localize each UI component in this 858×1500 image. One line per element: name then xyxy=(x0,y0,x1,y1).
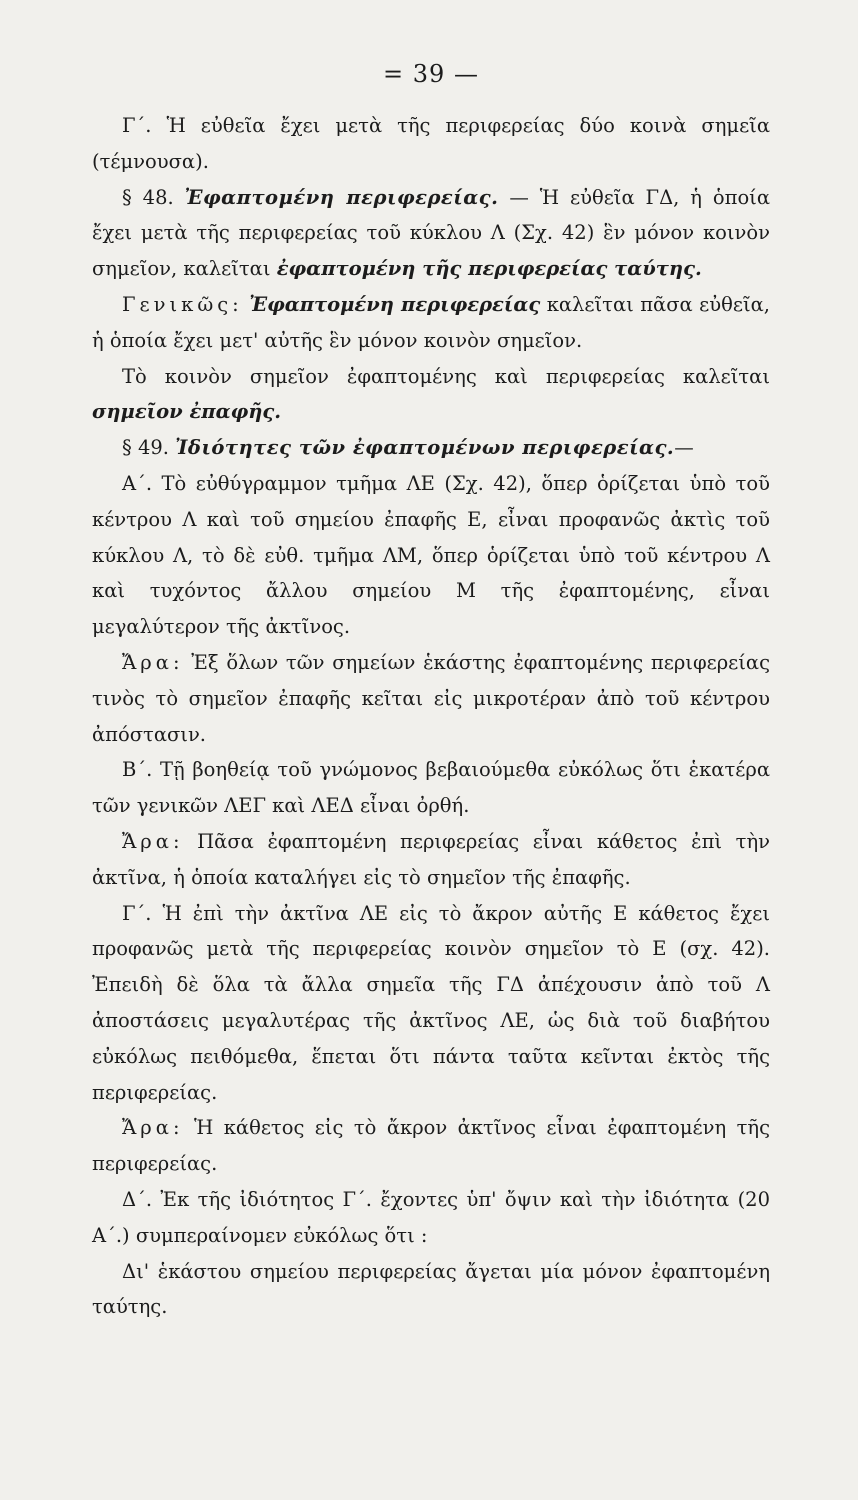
paragraph-text: Ἐξ ὅλων τῶν σημείων ἑκάστης ἐφαπτομένης περιφερείας τινὸς τὸ σημεῖον ἐπαφῆς κεῖται εἰς μικροτέραν ἀπὸ τοῦ κέντρου ἀπόστασιν. xyxy=(92,650,771,746)
paragraph-conclusion-a xyxy=(92,645,770,752)
paragraph-property-d: Δ΄. Ἐκ τῆς ἰδιότητος Γ΄. ἔχοντες ὑπ' ὄψιν καὶ τὴν ἰδιότητα (20 Α΄.) συμπεραίνομεν εὐκόλως ὅτι : xyxy=(92,1187,770,1247)
paragraph-property-b: Β΄. Τῇ βοηθείᾳ τοῦ γνώμονος βεβαιούμεθα εὐκόλως ὅτι ἑκατέρα τῶν γενικῶν ΛΕΓ καὶ ΛΕΔ εἶναι ὀρθή. xyxy=(92,758,770,818)
paragraph-property-c: Γ΄. Ἡ ἐπὶ τὴν ἀκτῖνα ΛΕ εἰς τὸ ἄκρον αὐτῆς Ε κάθετος ἔχει προφανῶς μετὰ τῆς περιφερείας κοινὸν σημεῖον τὸ Ε (σχ. 42). Ἐπειδὴ δὲ ὅλα τὰ ἄλλα σημεῖα τῆς ΓΔ ἀπέχουσιν ἀπὸ τοῦ Λ ἀποστάσεις μεγαλυτέρας τῆς ἀκτῖνος ΛΕ, ὡς διὰ τοῦ διαβήτου εὐκόλως πειθόμεθα, ἕπεται ὅτι πάντα ταῦτα κεῖνται ἐκτὸς τῆς περιφερείας. xyxy=(92,901,770,1104)
paragraph-contact-point xyxy=(92,359,770,431)
defined-term: Ἐφαπτομένη περιφερείας xyxy=(249,292,541,316)
paragraph-text: Πᾶσα ἐφαπτομένη περιφερείας εἶναι κάθετος ἐπὶ τὴν ἀκτῖνα, ἡ ὁποία καταλήγει εἰς τὸ σημεῖον τῆς ἐπαφῆς. xyxy=(92,829,770,889)
defined-term: ἐφαπτομένη τῆς περιφερείας ταύτης. xyxy=(276,257,702,281)
paragraph-property-a: Α΄. Τὸ εὐθύγραμμον τμῆμα ΛΕ (Σχ. 42), ὅπερ ὁρίζεται ὑπὸ τοῦ κέντρου Λ καὶ τοῦ σημείου ἐπαφῆς Ε, εἶναι προφανῶς ἀκτὶς τοῦ κύκλου Λ, τὸ δὲ εὐθ. τμῆμα ΛΜ, ὅπερ ὁρίζεται ὑπὸ τοῦ κέντρου Λ καὶ τυχόντος ἄλλου σημείου Μ τῆς ἐφαπτομένης, εἶναι μεγαλύτερον τῆς ἀκτῖνος. xyxy=(92,471,770,639)
paragraph-conclusion-c xyxy=(92,1110,770,1182)
paragraph-text: — Ἡ εὐθεῖα ΓΔ, ἡ ὁποία ἔχει μετὰ τῆς περιφερείας τοῦ κύκλου Λ (Σχ. 42) ἓν μόνον κοινὸν σημεῖον, καλεῖται xyxy=(92,185,770,281)
section-heading: Ἰδιότητες τῶν ἐφαπτομένων περιφερείας. xyxy=(175,436,675,460)
paragraph-text: Τὸ κοινὸν σημεῖον ἐφαπτομένης καὶ περιφερείας καλεῖται xyxy=(122,364,770,388)
paragraph-1: Γ΄. Ἡ εὐθεῖα ἔχει μετὰ τῆς περιφερείας δύο κοινὰ σημεῖα (τέμνουσα). xyxy=(92,114,770,173)
paragraph-final: Δι' ἑκάστου σημείου περιφερείας ἄγεται μία μόνον ἐφαπτομένη ταύτης. xyxy=(92,1259,770,1319)
paragraph-section-49 xyxy=(92,430,770,466)
section-number: § 48. xyxy=(122,185,174,209)
spaced-label: Ἄρα: xyxy=(122,829,184,853)
paragraph-text: Ἡ κάθετος εἰς τὸ ἄκρον ἀκτῖνος εἶναι ἐφαπτομένη τῆς περιφερείας. xyxy=(92,1116,771,1176)
spaced-label: Ἄρα: xyxy=(122,650,184,674)
page-number: = 39 — xyxy=(383,60,479,88)
defined-term: σημεῖον ἐπαφῆς. xyxy=(92,400,282,424)
spaced-label: Γενικῶς: xyxy=(122,292,243,316)
spaced-label: Ἄρα: xyxy=(122,1116,184,1140)
paragraph-section-48 xyxy=(92,180,770,287)
section-heading: Ἐφαπτομένη περιφερείας. xyxy=(184,185,499,209)
section-number: § 49. xyxy=(122,436,169,460)
paragraph-conclusion-b xyxy=(92,824,770,896)
paragraph-text: καλεῖται πᾶσα εὐθεῖα, ἡ ὁποία ἔχει μετ' αὐτῆς ἓν μόνον κοινὸν σημεῖον. xyxy=(92,292,770,352)
paragraph-general-definition xyxy=(92,287,770,359)
page-body xyxy=(92,108,770,1325)
dash: — xyxy=(674,436,694,460)
